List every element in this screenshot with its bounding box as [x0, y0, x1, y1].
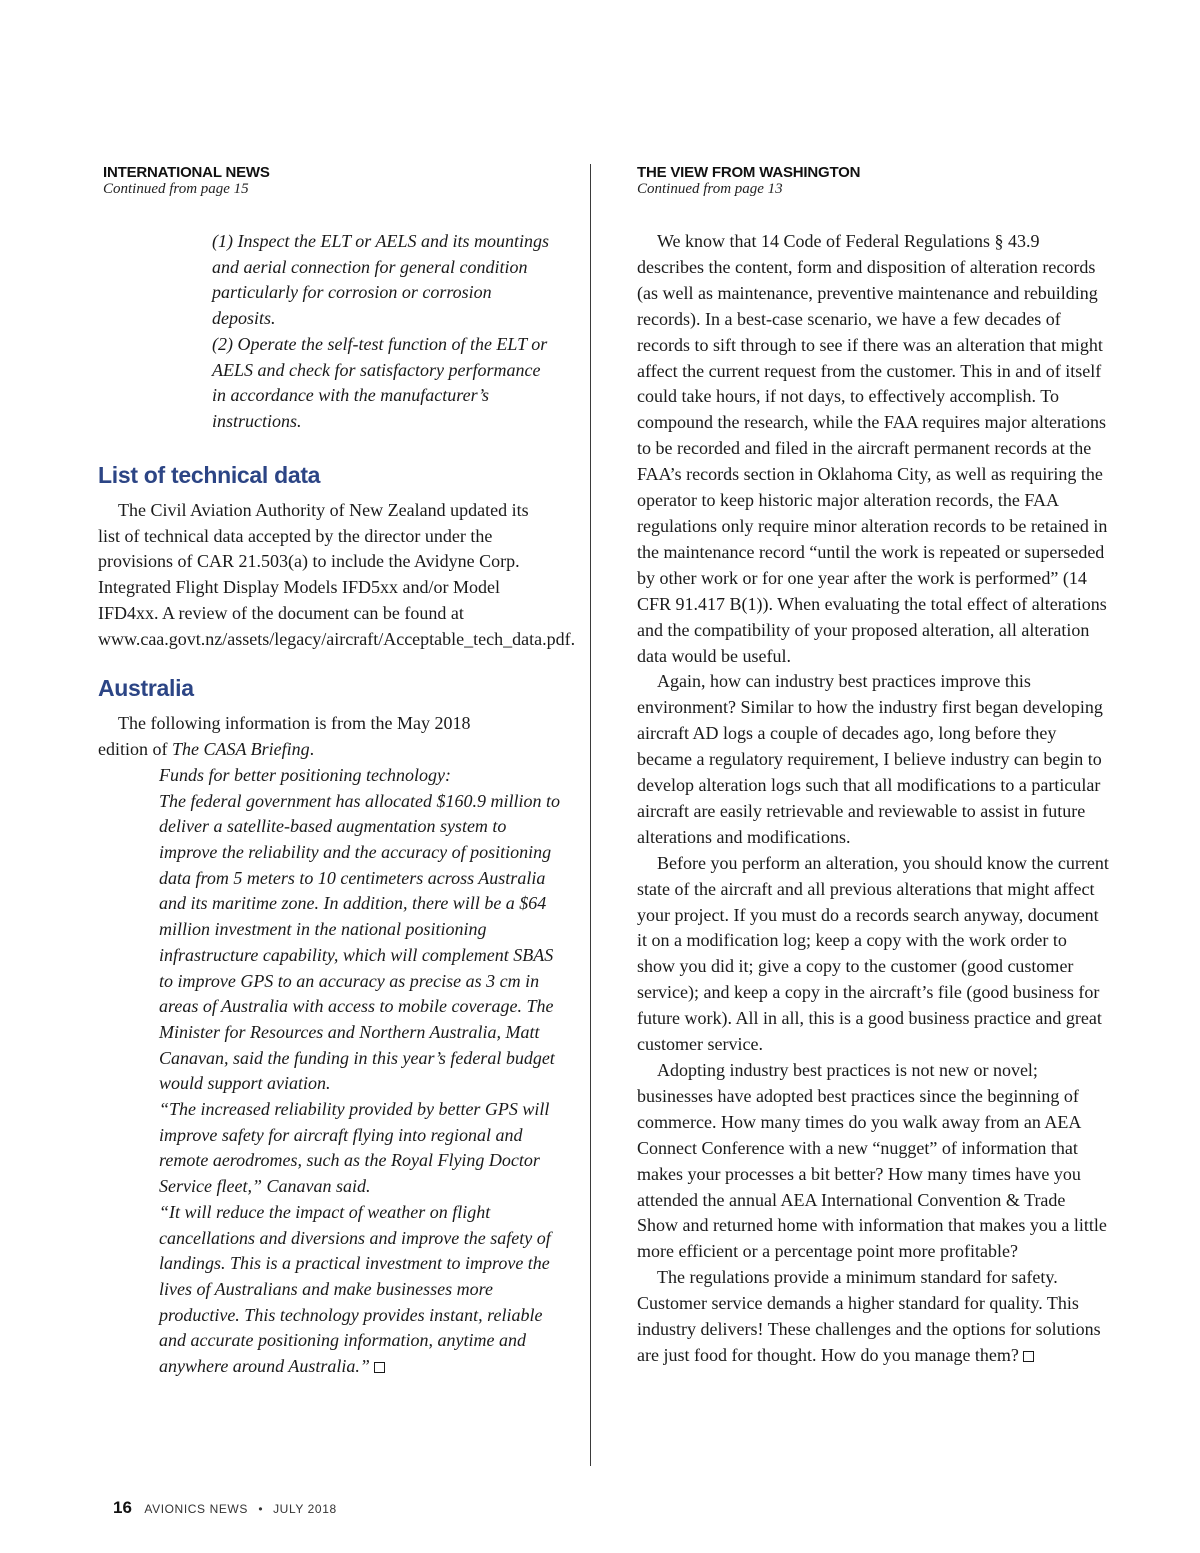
quote-paragraph: “The increased reliability provided by better GPS will improve safety for aircraft flying into regional and remote aerodromes, such as the Royal Flying Doctor Service fleet,” Canavan said.	[159, 1099, 550, 1197]
issue-date: JULY 2018	[273, 1502, 337, 1516]
elt-instructions-block	[212, 229, 558, 435]
publication-title: The CASA Briefing	[172, 738, 310, 759]
australia-intro-paragraph	[98, 711, 518, 763]
article-paragraph: We know that 14 Code of Federal Regulations § 43.9 describes the content, form and disposition of alteration records (as well as maintenance, preventive maintenance and rebuilding records). In a best-case scenario, we have a few decades of records to sift through to see if there was an alteration that might affect the current request from the customer. This in and of itself could take hours, if not days, to effectively accomplish. To compound the research, while the FAA requires major alterations to be recorded and filed in the aircraft permanent records at the FAA’s records section in Oklahoma City, as well as requiring the operator to keep historic major alteration records, the FAA regulations only require minor alteration records to be retained in the maintenance record “until the work is repeated or superseded by other work or for one year after the work is performed” (14 CFR 91.417 B(1)). When evaluating the total effect of alterations and the compatibility of your proposed alteration, all alteration data would be useful.	[637, 231, 1108, 666]
magazine-name: AVIONICS NEWS	[144, 1502, 248, 1516]
article-text: The regulations provide a minimum standard for safety. Customer service demands a higher standard for quality. This industry delivers! These challenges and the options for solutions are just food for thought. How do you manage them?	[637, 1267, 1101, 1365]
column-divider-rule	[590, 164, 591, 1466]
quote-paragraph: The federal government has allocated $160.9 million to deliver a satellite-based augmentation system to improve the reliability and the accuracy of positioning data from 5 meters to 10 centimeters across Australia and its maritime zone. In addition, there will be a $64 million investment in the national positioning infrastructure capability, which will complement SBAS to improve GPS to an accuracy as precise as 3 cm in areas of Australia with access to mobile coverage. The Minister for Resources and Northern Australia, Matt Canavan, said the funding in this year’s federal budget would support aviation.	[159, 790, 560, 1094]
article-paragraph: Again, how can industry best practices improve this environment? Similar to how the industry first began developing aircraft AD logs a couple of decades ago, long before they became a regulatory requirement, I believe industry can begin to develop alteration logs such that all modifications to a particular aircraft are easily retrievable and reviewable to assist in future alterations and modifications.	[637, 671, 1103, 847]
section-kicker-international-news: INTERNATIONAL NEWS	[103, 164, 270, 181]
intro-text: The following information is from the May 2018 edition of	[98, 713, 471, 759]
casa-briefing-quote	[159, 763, 560, 1380]
elt-instruction-item: (2) Operate the self-test function of the ELT or AELS and check for satisfactory performance in accordance with the manufacturer’s instructions.	[212, 333, 548, 431]
footer-bullet: •	[258, 1502, 263, 1516]
quote-title: Funds for better positioning technology:	[159, 764, 451, 785]
quote-text: “It will reduce the impact of weather on flight cancellations and diversions and improve the safety of landings. This is a practical investment to improve the lives of Australians and make businesses more productive. This technology provides instant, reliable and accurate positioning information, anytime and anywhere around Australia.”	[159, 1201, 551, 1377]
intro-text-end: .	[309, 738, 315, 759]
technical-data-paragraph: The Civil Aviation Authority of New Zealand updated its list of technical data accepted by the director under the provisions of CAR 21.503(a) to include the Avidyne Corp. Integrated Flight Display Models IFD5xx and/or Model IFD4xx. A review of the document can be found at www.caa.govt.nz/assets/legacy/aircraft/Acceptable_tech_data.pdf.	[98, 499, 576, 650]
end-of-article-box-icon	[374, 1362, 385, 1373]
end-of-article-box-icon	[1023, 1351, 1034, 1362]
elt-instruction-item: (1) Inspect the ELT or AELS and its mountings and aerial connection for general condition particularly for corrosion or corrosion deposits.	[212, 231, 549, 329]
section-kicker-view-from-washington: THE VIEW FROM WASHINGTON	[637, 164, 861, 181]
continued-from-note: Continued from page 15	[103, 181, 249, 197]
continued-from-note: Continued from page 13	[637, 181, 783, 197]
right-column	[637, 160, 1109, 1369]
article-paragraph: Adopting industry best practices is not new or novel; businesses have adopted best practices since the beginning of commerce. How many times do you walk away from an AEA Connect Conference with a new “nugget” of information that makes your processes a bit better? How many times have you attended the annual AEA International Convention & Trade Show and returned home with information that makes you a little more efficient or a percentage point more profitable?	[637, 1060, 1107, 1262]
washington-article-body	[637, 229, 1109, 1369]
page-number: 16	[113, 1498, 132, 1517]
section-heading-australia: Australia	[98, 675, 194, 702]
page-footer	[113, 1498, 337, 1518]
quote-paragraph-final	[159, 1200, 560, 1380]
left-column	[98, 160, 576, 1380]
article-paragraph: Before you perform an alteration, you should know the current state of the aircraft and all previous alterations that might affect your project. If you must do a records search anyway, document it on a modification log; keep a copy with the work order to show you did it; give a copy to the customer (good customer service); and keep a copy in the aircraft’s file (good business for future work). All in all, this is a good business practice and great customer service.	[637, 852, 1109, 1055]
section-heading-technical-data: List of technical data	[98, 461, 321, 488]
article-paragraph-final	[637, 1265, 1109, 1369]
